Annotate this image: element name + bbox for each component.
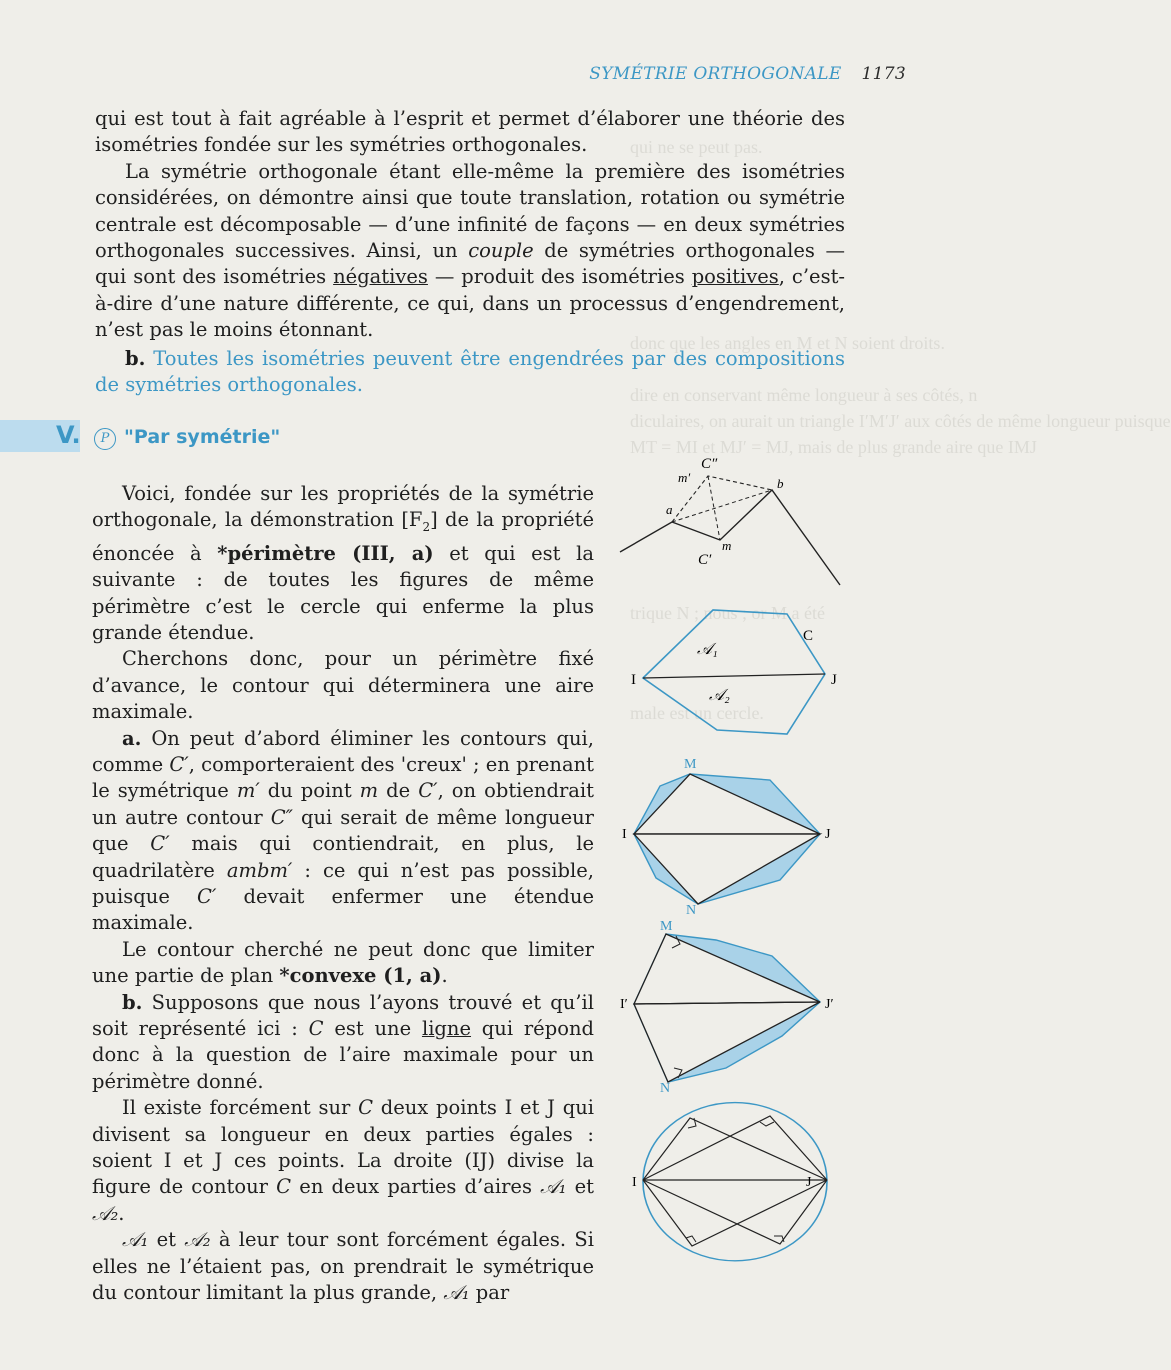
- paragraph: La symétrie orthogonale étant elle-même la première des isométries considérées, on démontre ainsi que toute translation, rotation ou symétrie centrale est décomposable — d’une infinité de façons — en deux symétries orthogonales successives. Ainsi, un couple de symétries orthogonales — qui sont des isométries négatives — produit des isométries positives, c’est-à-dire d’une nature différente, ce qui, dans un processus d’engendrement, n’est pas le moins étonnant.: [95, 159, 846, 342]
- label-a: a: [666, 502, 673, 517]
- label-i: I: [622, 827, 627, 842]
- paragraph: Cherchons donc, pour un périmètre fixé d’avance, le contour qui déterminera une aire maximale.: [92, 647, 594, 724]
- label-m: m: [722, 538, 732, 553]
- label-c-prime: C′: [698, 552, 712, 568]
- label-c-double-prime: C″: [701, 456, 718, 472]
- figure-circle: [630, 1100, 840, 1266]
- figure-concave-contour: [612, 450, 852, 600]
- paragraph: Voici, fondée sur les propriétés de la symétrie orthogonale, la démonstration $[F_2]$ de la propriété énoncée à *périmètre (III, a) et qui est la suivante : de toutes les figures de même périmètre c’est le cercle qui enferme la plus grande étendue.: [92, 482, 595, 644]
- page-number: 1173: [861, 64, 906, 84]
- label-a1: 𝒜₁: [697, 641, 718, 658]
- section-number: V.: [56, 421, 81, 449]
- p-circle-icon: P: [94, 428, 116, 450]
- section-title: P "Par symétrie": [94, 426, 280, 450]
- paragraph: b. Supposons que nous l’ayons trouvé et qu’il soit représenté ici : C est une ligne qui répond donc à la question de l’aire maximale pour un périmètre donné.: [92, 990, 594, 1093]
- running-header: [589, 64, 906, 84]
- label-j: J: [825, 827, 831, 842]
- figure-right-triangles: [620, 918, 842, 1094]
- paragraph: qui est tout à fait agréable à l’esprit et permet d’élaborer une théorie des isométries fondée sur les symétries orthogonales.: [95, 107, 845, 157]
- figure-triangles: [620, 752, 842, 918]
- paragraph: 𝒜₁ et 𝒜₂ à leur tour sont forcément égales. Si elles ne l’étaient pas, on prendrait le symétrique du contour limitant la plus grande, 𝒜₁ par: [92, 1228, 594, 1305]
- label-m: M: [660, 919, 673, 934]
- paragraph: a. On peut d’abord éliminer les contours qui, comme C′, comporteraient des 'creux' ; en prenant le symétrique m′ du point m de C′, on obtiendrait un autre contour C″ qui serait de même longueur que C′ mais qui contiendrait, en plus, le quadrilatère ambm′ : ce qui n’est pas possible, puisque C′ devait enfermer une étendue maximale.: [92, 726, 595, 935]
- paragraph: Il existe forcément sur C deux points I et J qui divisent sa longueur en deux parties égales : soient I et J ces points. La droite (IJ) divise la figure de contour C en deux parties d’aires 𝒜₁ et 𝒜₂.: [92, 1096, 594, 1225]
- label-j: J: [806, 1175, 812, 1190]
- header-title: SYMÉTRIE ORTHOGONALE: [589, 64, 842, 84]
- paragraph-b: b. Toutes les isométries peuvent être engendrées par des compositions de symétries orthogonales.: [95, 346, 845, 397]
- figure-contour-ij: [625, 600, 845, 745]
- label-i: I: [631, 672, 636, 688]
- label-j: J: [831, 672, 837, 688]
- paragraph: Le contour cherché ne peut donc que limiter une partie de plan *convexe (1, a).: [92, 937, 594, 988]
- label-i: I: [632, 1175, 637, 1190]
- label-a2: 𝒜₂: [709, 687, 730, 704]
- label-n: N: [686, 903, 697, 918]
- label-m-prime: m′: [678, 470, 691, 485]
- label-n: N: [660, 1081, 671, 1096]
- label-m: M: [684, 757, 697, 772]
- label-j-prime: J′: [825, 997, 834, 1012]
- column-text: [92, 481, 594, 1306]
- label-b: b: [777, 476, 784, 491]
- label-c: C: [803, 628, 814, 644]
- top-paragraphs: [95, 106, 845, 398]
- label-i-prime: I′: [620, 997, 628, 1012]
